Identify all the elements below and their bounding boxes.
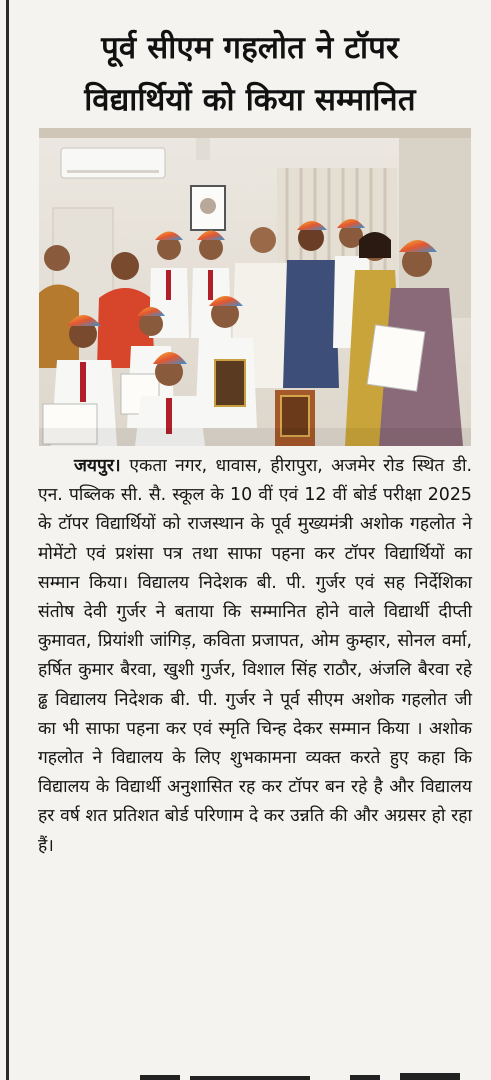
headline-line-1: पूर्व सीएम गहलोत ने टॉपर (101, 30, 399, 66)
headline (30, 22, 470, 126)
next-article-cutoff (120, 1066, 480, 1080)
article-text: एकता नगर, धावास, हीरापुरा, अजमेर रोड स्थित डी. एन. पब्लिक सी. सै. स्कूल के 10 वीं एवं 12 वीं बोर्ड परीक्षा 2025 के टॉपर विद्यार्थियों को राजस्थान के पूर्व मुख्यमंत्री अशोक गहलोत ने मोमेंटो एवं प्रशंसा पत्र तथा साफा पहना कर टॉपर विद्यार्थियों का सम्मान किया। विद्यालय निदेशक बी. पी. गुर्जर एवं सह निर्देशिका संतोष देवी गुर्जर ने बताया कि सम्मानित होने वाले विद्यार्थी दीप्ती कुमावत, प्रियांशी जांगिड़, कविता प्रजापत, ओम कुम्हार, सोनल वर्मा, हर्षित कुमार बैरवा, खुशी गुर्जर, विशाल सिंह राठौर, अंजलि बैरवा रहे ढ्ढ विद्यालय निदेशक बी. पी. गुर्जर ने पूर्व सीएम अशोक गहलोत जी का भी साफा पहना कर एवं स्मृति चिन्ह देकर सम्मान किया । अशोक गहलोत ने विद्यालय के लिए शुभकामना व्यक्त करते हुए कहा कि विद्यालय के विद्यार्थी अनुशासित रह कर टॉपर बन रहे है और विद्यालय हर वर्ष शत प्रतिशत बोर्ड परिणाम दे कर उन्नति की और अग्रसर हो रहा हैं। (38, 456, 472, 856)
column-rule (6, 0, 9, 1080)
photo-illustration (39, 128, 471, 446)
headline-line-2: विद्यार्थियों को किया सम्मानित (84, 82, 416, 118)
news-photo (39, 128, 471, 446)
article-body (38, 452, 472, 861)
dateline: जयपुर। (74, 456, 130, 476)
